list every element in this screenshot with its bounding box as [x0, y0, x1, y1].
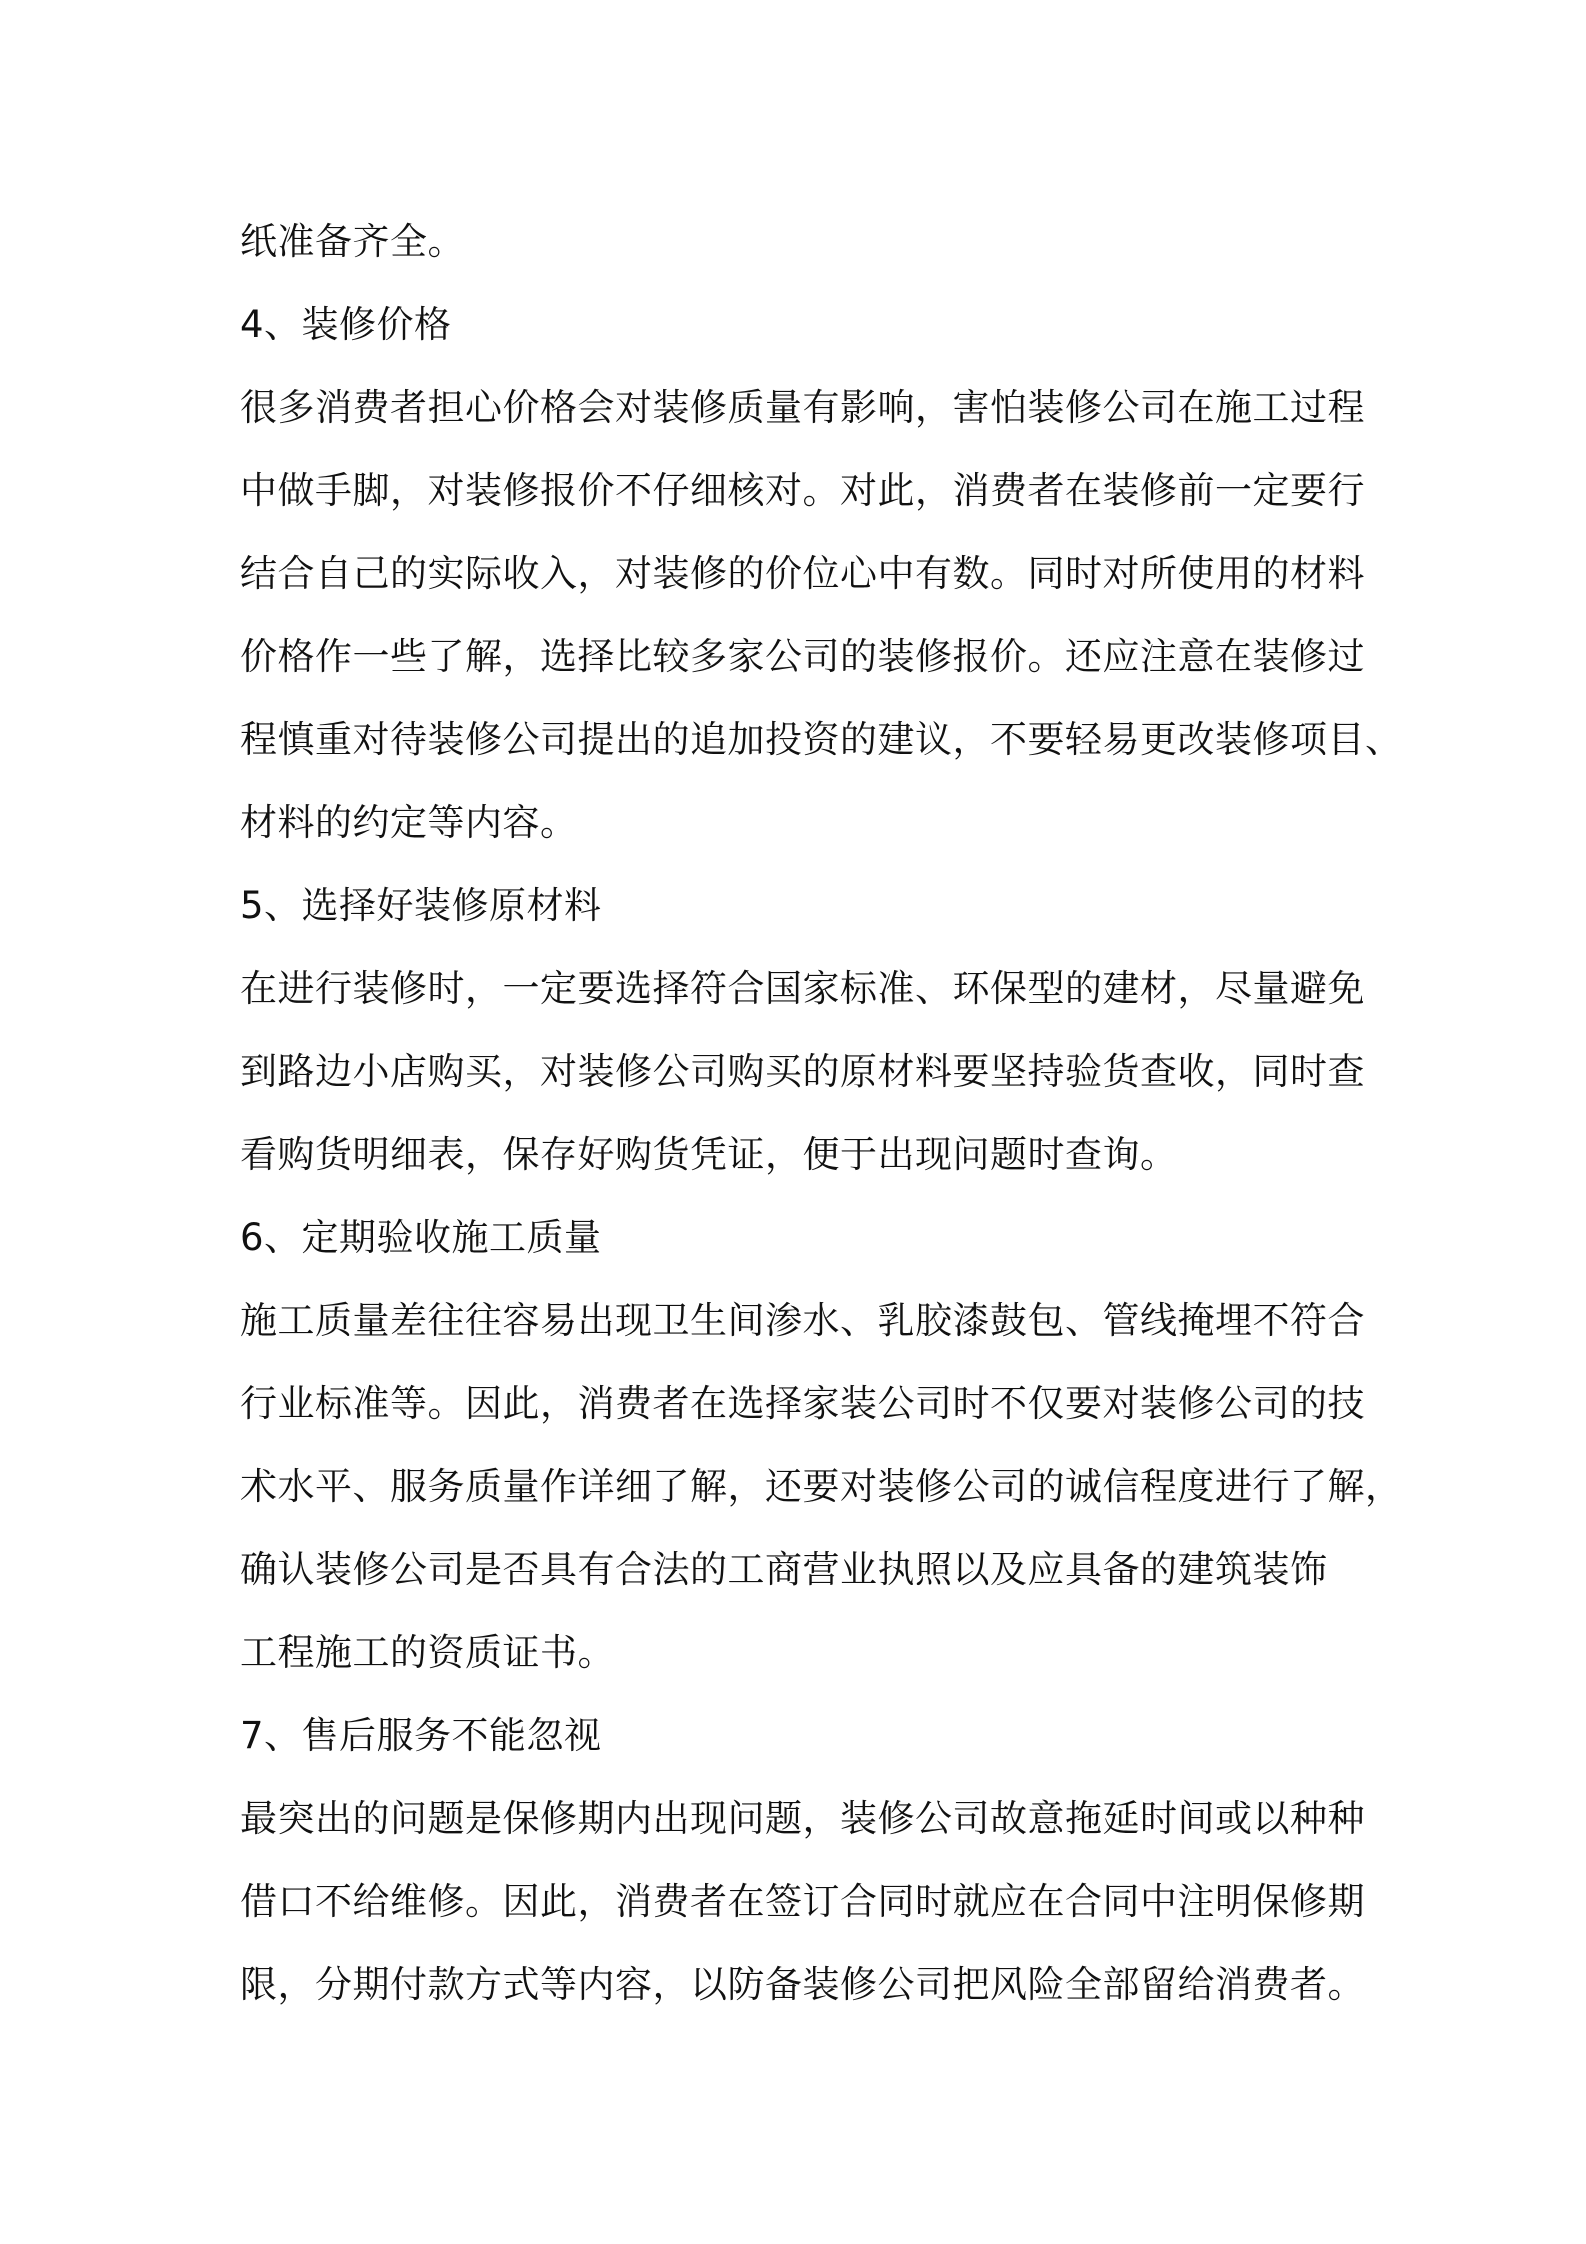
paragraph-line: 很多消费者担心价格会对装修质量有影响，害怕装修公司在施工过程	[240, 386, 1365, 429]
paragraph-line: 行业标准等。因此，消费者在选择家装公司时不仅要对装修公司的技	[240, 1382, 1365, 1425]
paragraph-line: 施工质量差往往容易出现卫生间渗水、乳胶漆鼓包、管线掩埋不符合	[240, 1299, 1365, 1342]
section-heading-inspection: 6、定期验收施工质量	[240, 1216, 602, 1259]
paragraph-line: 最突出的问题是保修期内出现问题，装修公司故意拖延时间或以种种	[240, 1797, 1365, 1840]
paragraph-line: 确认装修公司是否具有合法的工商营业执照以及应具备的建筑装饰	[240, 1548, 1328, 1591]
paragraph-line: 程慎重对待装修公司提出的追加投资的建议，不要轻易更改装修项目、	[240, 718, 1403, 761]
paragraph-line: 看购货明细表，保存好购货凭证，便于出现问题时查询。	[240, 1133, 1178, 1176]
paragraph-line: 工程施工的资质证书。	[240, 1631, 615, 1674]
paragraph-line: 限，分期付款方式等内容，以防备装修公司把风险全部留给消费者。	[240, 1963, 1365, 2006]
section-heading-price: 4、装修价格	[240, 303, 452, 346]
paragraph-line: 结合自己的实际收入，对装修的价位心中有数。同时对所使用的材料	[240, 552, 1365, 595]
paragraph-line: 中做手脚，对装修报价不仔细核对。对此，消费者在装修前一定要行	[240, 469, 1365, 512]
paragraph-line: 术水平、服务质量作详细了解，还要对装修公司的诚信程度进行了解，	[240, 1465, 1403, 1508]
section-heading-materials: 5、选择好装修原材料	[240, 884, 602, 927]
paragraph-line: 材料的约定等内容。	[240, 801, 578, 844]
paragraph-line: 借口不给维修。因此，消费者在签订合同时就应在合同中注明保修期	[240, 1880, 1365, 1923]
section-heading-after-sales: 7、售后服务不能忽视	[240, 1714, 602, 1757]
paragraph-line: 纸准备齐全。	[240, 220, 465, 263]
paragraph-line: 价格作一些了解，选择比较多家公司的装修报价。还应注意在装修过	[240, 635, 1365, 678]
document-body	[240, 200, 1403, 2026]
paragraph-line: 在进行装修时，一定要选择符合国家标准、环保型的建材，尽量避免	[240, 967, 1365, 1010]
paragraph-line: 到路边小店购买，对装修公司购买的原材料要坚持验货查收，同时查	[240, 1050, 1365, 1093]
